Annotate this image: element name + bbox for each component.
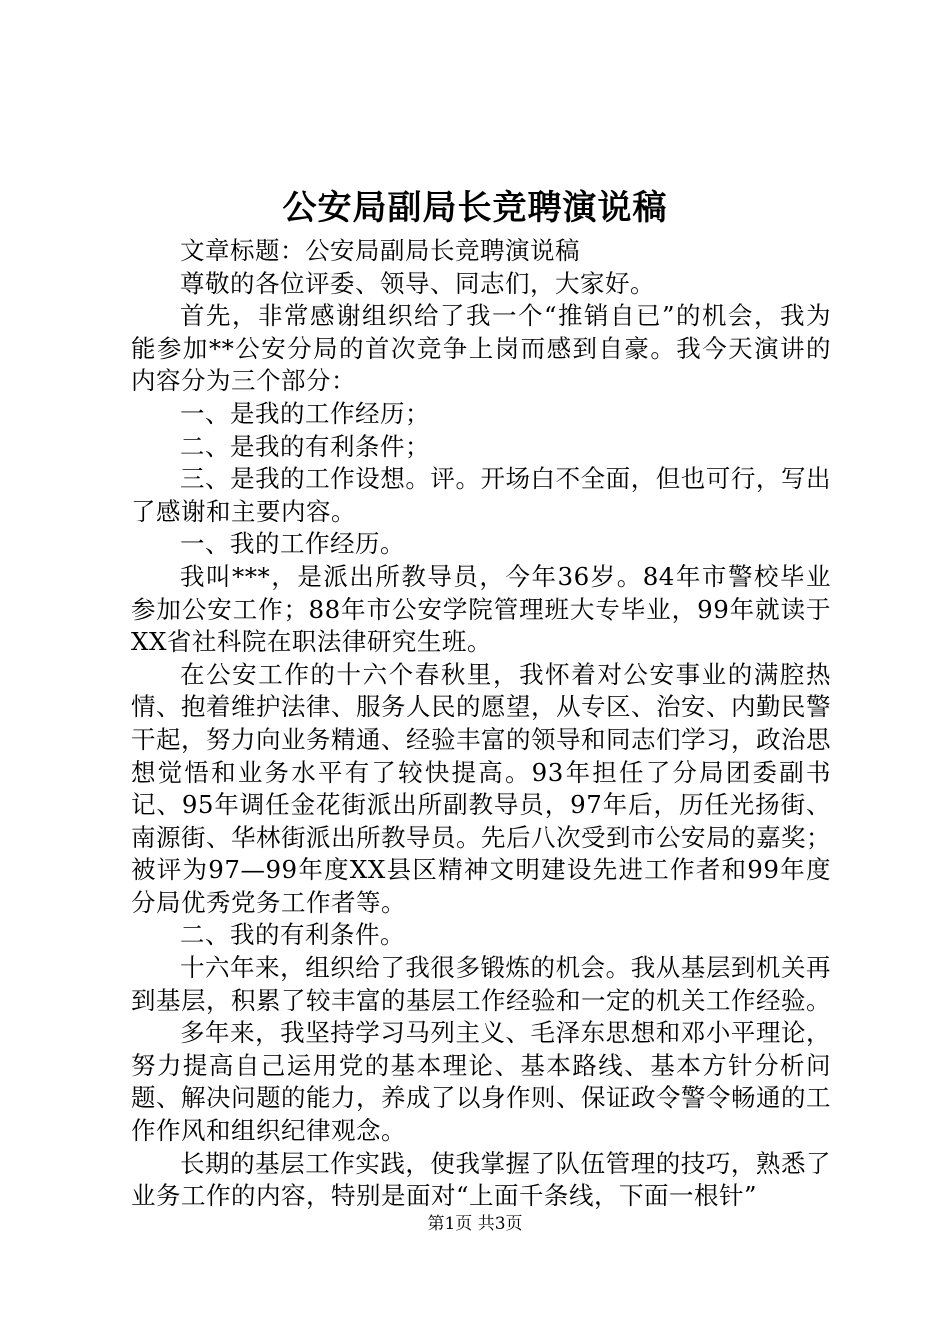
document-title: 公安局副局长竞聘演说稿	[282, 188, 668, 228]
paragraph-part-three: 三、是我的工作设想。评。开场白不全面，但也可行，写出了感谢和主要内容。	[131, 464, 831, 526]
paragraph-self-intro: 我叫***，是派出所教导员，今年36岁。84年市警校毕业参加公安工作；88年市公安学院管理班大专毕业，99年就读于XX省社科院在职法律研究生班。	[131, 561, 831, 657]
paragraph-intro: 首先，非常感谢组织给了我一个“推销自已”的机会，我为能参加**公安分局的首次竞争上岗而感到自豪。我今天演讲的内容分为三个部分：	[131, 301, 831, 396]
paragraph-part-one: 一、是我的工作经历；	[180, 398, 430, 428]
paragraph-practice: 长期的基层工作实践，使我掌握了队伍管理的技巧，熟悉了业务工作的内容，特别是面对“上面千条线，下面一根针”	[131, 1148, 831, 1211]
paragraph-theory-study: 多年来，我坚持学习马列主义、毛泽东思想和邓小平理论，努力提高自己运用党的基本理论、基本路线、基本方针分析问题、解决问题的能力，养成了以身作则、保证政令警令畅通的工作作风和组织纪律观念。	[131, 1018, 831, 1146]
page-number-footer: 第1页 共3页	[427, 1214, 523, 1234]
paragraph-career: 在公安工作的十六个春秋里，我怀着对公安事业的满腔热情、抱着维护法律、服务人民的愿望，从专区、治安、内勤民警干起，努力向业务精通、经验丰富的领导和同志们学习，政治思想觉悟和业务水平有了较快提高。93年担任了分局团委副书记、95年调任金花街派出所副教导员，97年后，历任光扬街、南源街、华林街派出所教导员。先后八次受到市公安局的嘉奖；被评为97—99年度XX县区精神文明建设先进工作者和99年度分局优秀党务工作者等。	[131, 659, 831, 917]
section-heading-advantages: 二、我的有利条件。	[180, 920, 405, 950]
section-heading-work-experience: 一、我的工作经历。	[180, 529, 405, 559]
paragraph-article-title: 文章标题：公安局副局长竞聘演说稿	[180, 236, 580, 265]
paragraph-training: 十六年来，组织给了我很多锻炼的机会。我从基层到机关再到基层，积累了较丰富的基层工作经验和一定的机关工作经验。	[131, 953, 831, 1015]
paragraph-greeting: 尊敬的各位评委、领导、同志们，大家好。	[180, 268, 655, 298]
document-body	[131, 235, 831, 1213]
paragraph-part-two: 二、是我的有利条件；	[180, 431, 430, 461]
